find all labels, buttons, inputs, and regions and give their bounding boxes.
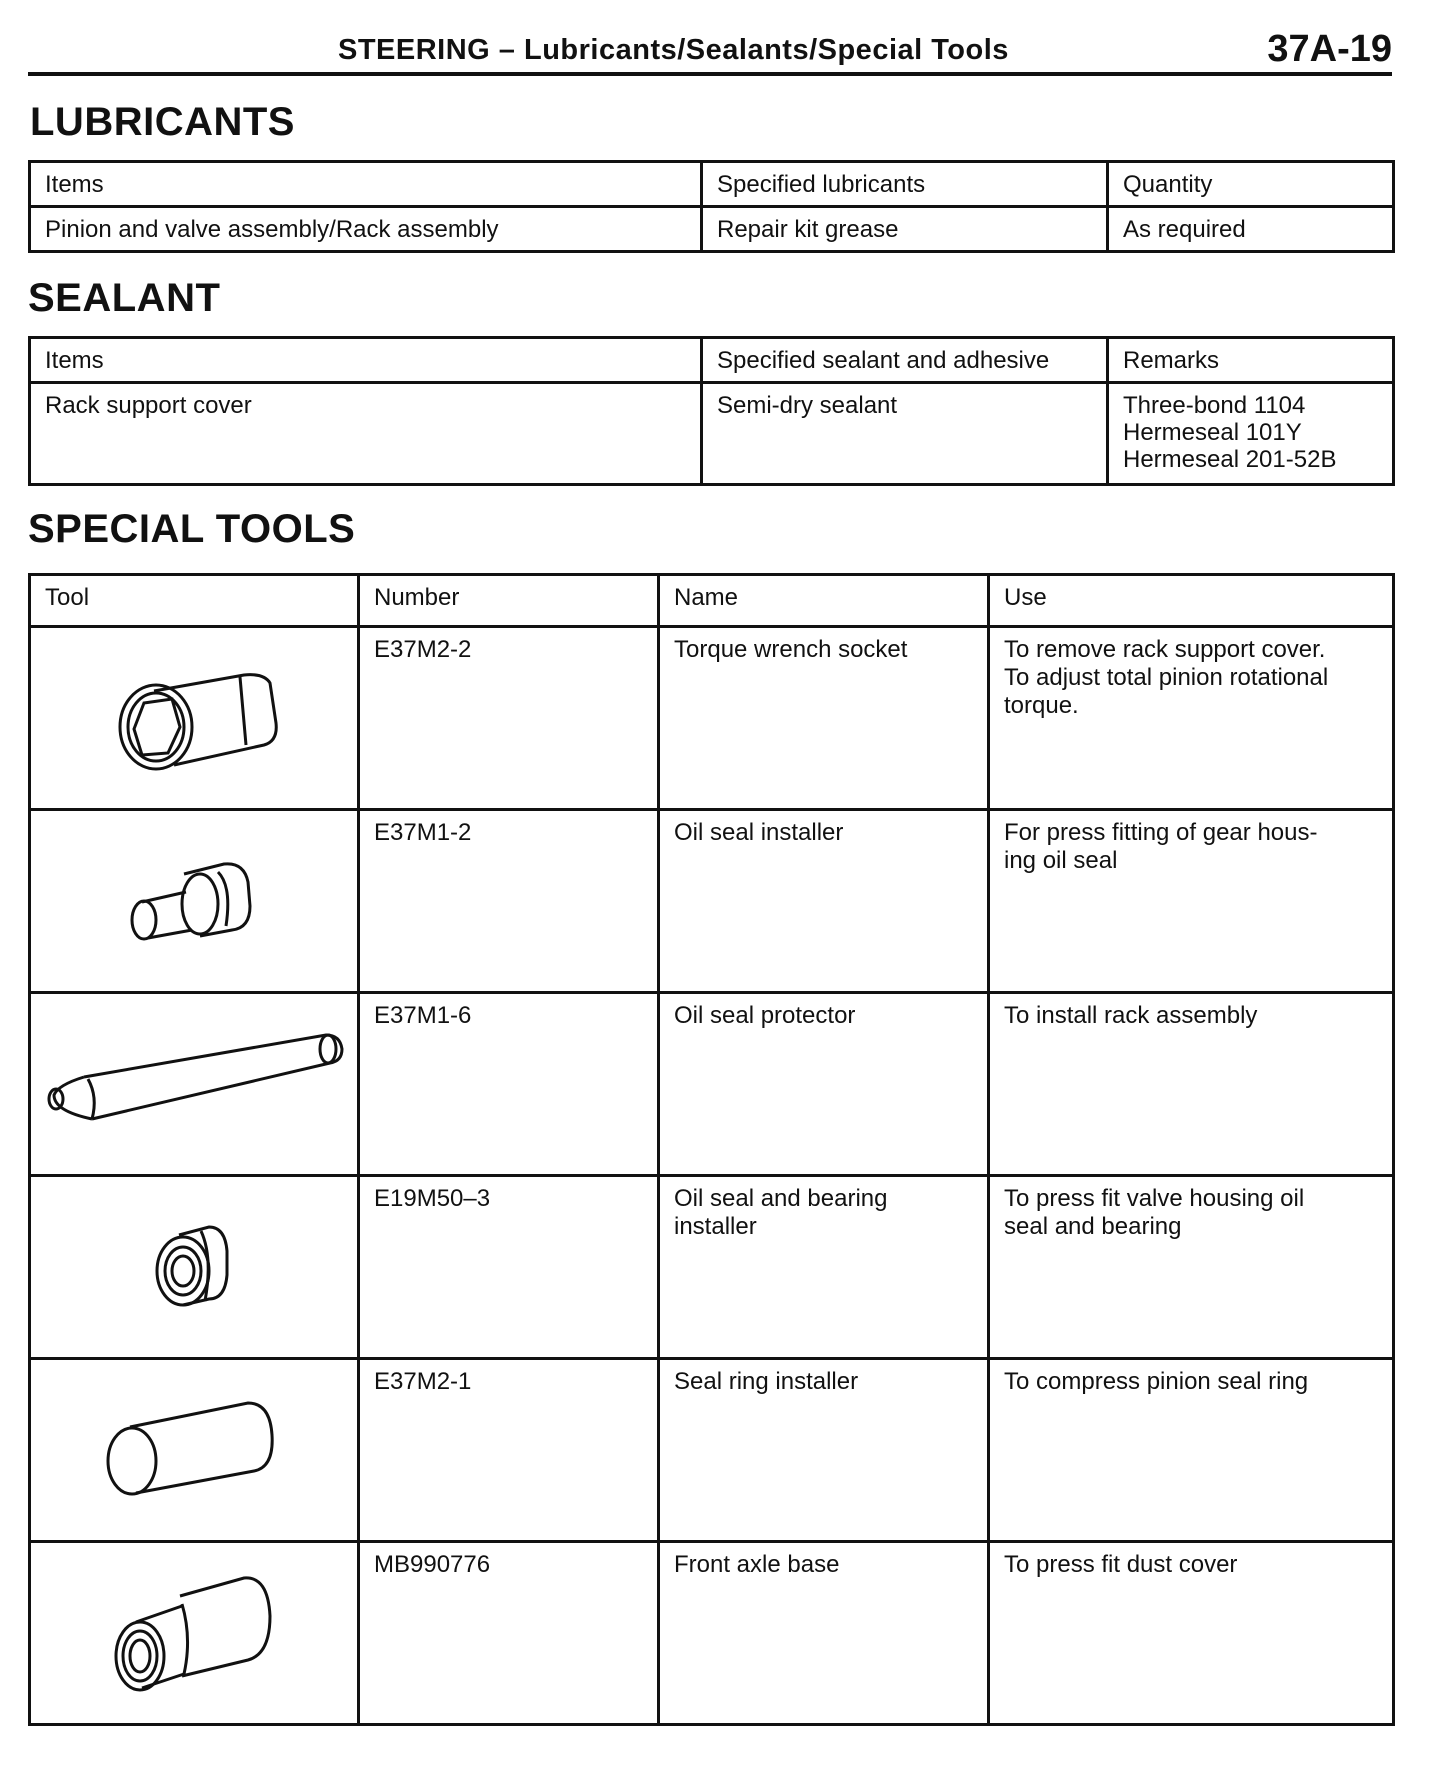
tool-use: To press fit dust cover: [989, 1542, 1394, 1725]
table-row: [30, 207, 1394, 252]
column-header-items: Items: [30, 162, 702, 207]
column-header-quantity: Quantity: [1108, 162, 1394, 207]
tool-name: Oil seal protector: [659, 993, 989, 1176]
tool-image-cell: [30, 1359, 359, 1542]
tool-image-cell: [30, 1176, 359, 1359]
sealant-item: Rack support cover: [30, 383, 702, 485]
page-header: [28, 28, 1392, 72]
tool-use: To remove rack support cover. To adjust total pinion rotational torque.: [989, 627, 1394, 810]
column-header-specified-lubricants: Specified lubricants: [702, 162, 1108, 207]
table-row: [30, 1542, 1394, 1725]
table-row: [30, 383, 1394, 485]
sealant-heading: SEALANT: [28, 276, 221, 320]
lubricants-table: [28, 160, 1395, 253]
tool-use: To compress pinion seal ring: [989, 1359, 1394, 1542]
column-header-use: Use: [989, 575, 1394, 627]
special-tools-heading: SPECIAL TOOLS: [28, 507, 356, 551]
oil-seal-protector-icon: [44, 1029, 344, 1139]
column-header-remarks: Remarks: [1108, 338, 1394, 383]
oil-seal-bearing-installer-icon: [139, 1217, 249, 1317]
sealant-remarks: Three-bond 1104 Hermeseal 101Y Hermeseal 201-52B: [1108, 383, 1394, 485]
tool-use: For press fitting of gear hous- ing oil seal: [989, 810, 1394, 993]
tool-image-cell: [30, 627, 359, 810]
table-row: [30, 993, 1394, 1176]
lubricant-quantity: As required: [1108, 207, 1394, 252]
tool-number: E19M50–3: [359, 1176, 659, 1359]
oil-seal-installer-icon: [114, 846, 274, 956]
tool-name: Oil seal and bearing installer: [659, 1176, 989, 1359]
front-axle-base-icon: [94, 1568, 294, 1698]
tool-number: MB990776: [359, 1542, 659, 1725]
table-row: [30, 627, 1394, 810]
tool-image-cell: [30, 810, 359, 993]
header-rule: [28, 72, 1392, 76]
tool-use: To install rack assembly: [989, 993, 1394, 1176]
special-tools-table: [28, 573, 1395, 1726]
lubricant-item: Pinion and valve assembly/Rack assembly: [30, 207, 702, 252]
page-title: STEERING – Lubricants/Sealants/Special Tools: [338, 34, 1009, 66]
table-header-row: [30, 162, 1394, 207]
seal-ring-installer-icon: [94, 1395, 294, 1505]
table-header-row: [30, 338, 1394, 383]
tool-number: E37M1-2: [359, 810, 659, 993]
torque-wrench-socket-icon: [94, 653, 294, 783]
tool-number: E37M2-1: [359, 1359, 659, 1542]
tool-number: E37M2-2: [359, 627, 659, 810]
table-row: [30, 1359, 1394, 1542]
table-row: [30, 810, 1394, 993]
column-header-number: Number: [359, 575, 659, 627]
lubricant-specified: Repair kit grease: [702, 207, 1108, 252]
tool-use: To press fit valve housing oil seal and bearing: [989, 1176, 1394, 1359]
sealant-specified: Semi-dry sealant: [702, 383, 1108, 485]
column-header-name: Name: [659, 575, 989, 627]
tool-name: Seal ring installer: [659, 1359, 989, 1542]
tool-number: E37M1-6: [359, 993, 659, 1176]
column-header-items: Items: [30, 338, 702, 383]
tool-image-cell: [30, 993, 359, 1176]
tool-name: Front axle base: [659, 1542, 989, 1725]
tool-name: Torque wrench socket: [659, 627, 989, 810]
lubricants-heading: LUBRICANTS: [30, 100, 295, 144]
table-header-row: [30, 575, 1394, 627]
column-header-tool: Tool: [30, 575, 359, 627]
column-header-specified-sealant: Specified sealant and adhesive: [702, 338, 1108, 383]
tool-name: Oil seal installer: [659, 810, 989, 993]
page-number: 37A-19: [1267, 28, 1392, 70]
tool-image-cell: [30, 1542, 359, 1725]
table-row: [30, 1176, 1394, 1359]
sealant-table: [28, 336, 1395, 486]
